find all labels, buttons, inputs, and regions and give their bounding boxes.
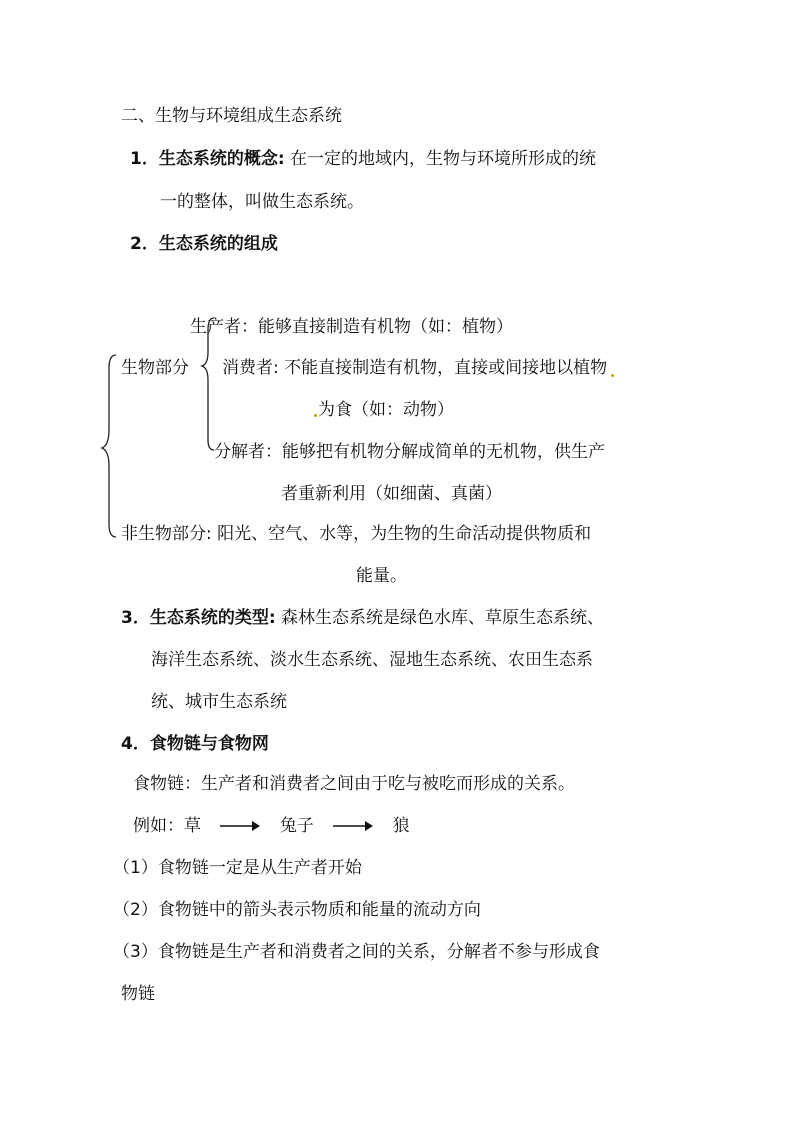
decomposer-line2: [281, 482, 502, 506]
consumer-text2: 为食（如：动物）: [318, 400, 454, 420]
example-line: [133, 814, 410, 838]
item3-term: 生态系统的类型:: [149, 608, 276, 628]
ink-dot: [314, 414, 317, 417]
outer-brace: [102, 355, 116, 537]
item2-title: 生态系统的组成: [158, 234, 278, 254]
item4-number: 4．: [121, 734, 150, 754]
item1-number: 1．: [130, 149, 159, 169]
item3-text2: 海洋生态系统、淡水生态系统、湿地生态系统、农田生态系: [151, 650, 593, 670]
item1-line2: [160, 190, 364, 214]
producer-text: 生产者：能够直接制造有机物（如：植物）: [190, 317, 513, 337]
item1-text2: 一的整体，叫做生态系统。: [160, 192, 364, 212]
note-1-text: （1）食物链一定是从生产者开始: [113, 858, 362, 878]
item4-line: [121, 732, 269, 756]
item3-line1: [121, 606, 604, 630]
producer-line: [190, 315, 513, 339]
arrow-right-icon: [333, 820, 373, 832]
abiotic-text2: 能量。: [356, 566, 407, 586]
example-wolf: 狼: [392, 816, 410, 836]
note-1: [113, 856, 362, 880]
item1-line1: [130, 147, 596, 171]
note-3-continuation: [121, 982, 155, 1006]
item4-title: 食物链与食物网: [149, 734, 269, 754]
decomposer-line1: [214, 440, 605, 464]
item3-text1: 森林生态系统是绿色水库、草原生态系统、: [275, 608, 605, 628]
consumer-line1: [222, 356, 607, 380]
item3-number: 3．: [121, 608, 150, 628]
item3-line3: [151, 690, 287, 714]
note-3-text: （3）食物链是生产者和消费者之间的关系，分解者不参与形成食: [113, 942, 600, 962]
item1-text1: 在一定的地域内，生物与环境所形成的统: [284, 149, 597, 169]
arrow-right-icon: [220, 820, 260, 832]
section-heading: [121, 104, 342, 128]
food-chain-definition: [133, 772, 575, 796]
item1-term: 生态系统的概念:: [158, 149, 285, 169]
example-label: 例如：: [133, 816, 184, 836]
item3-text3: 统、城市生态系统: [151, 692, 287, 712]
food-chain-definition-text: 食物链：生产者和消费者之间由于吃与被吃而形成的关系。: [133, 774, 575, 794]
biotic-label-text: 生物部分: [121, 358, 189, 378]
ink-dot: [611, 374, 614, 377]
example-grass: 草: [184, 816, 201, 836]
item3-line2: [151, 648, 593, 672]
consumer-text1: 消费者: 不能直接制造有机物，直接或间接地以植物: [222, 358, 608, 378]
item2-number: 2．: [130, 234, 159, 254]
section-heading-text: 二、生物与环境组成生态系统: [121, 106, 342, 126]
abiotic-line1: [121, 522, 591, 546]
note-3-cont-text: 物链: [121, 984, 155, 1004]
note-3: [113, 940, 600, 964]
decomposer-text1: 分解者：能够把有机物分解成简单的无机物，供生产: [214, 442, 605, 462]
example-rabbit: 兔子: [279, 816, 314, 836]
note-2-text: （2）食物链中的箭头表示物质和能量的流动方向: [113, 900, 481, 920]
decomposer-text2: 者重新利用（如细菌、真菌）: [281, 484, 502, 504]
note-2: [113, 898, 481, 922]
abiotic-text1: 非生物部分: 阳光、空气、水等，为生物的生命活动提供物质和: [121, 524, 592, 544]
consumer-line2: [318, 398, 454, 422]
item2-line: [130, 232, 278, 256]
biotic-label: [121, 356, 189, 380]
abiotic-line2: [356, 564, 407, 588]
